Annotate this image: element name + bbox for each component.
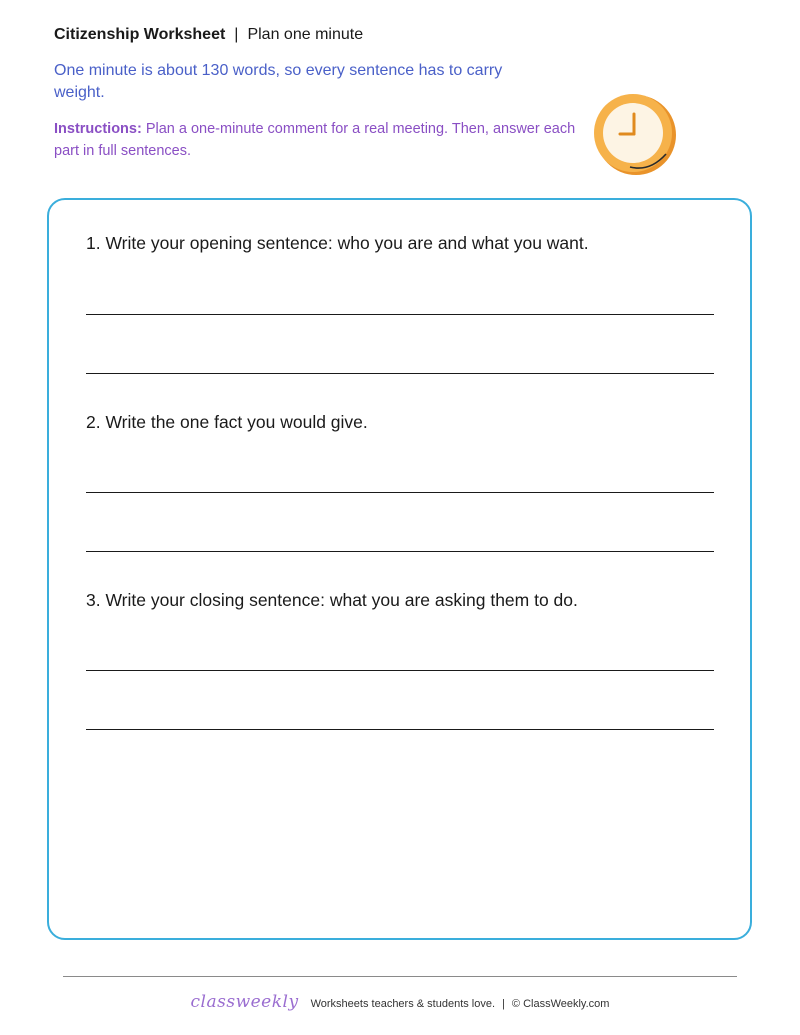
answer-line-1b[interactable] [86, 373, 714, 374]
footer-copyright: © ClassWeekly.com [511, 998, 610, 1010]
question-3: 3. Write your closing sentence: what you are asking them to do. [86, 590, 578, 610]
worksheet-header [54, 26, 363, 44]
footer-tagline: Worksheets teachers & students love. [310, 998, 496, 1010]
footer [0, 992, 800, 1012]
instructions [54, 118, 584, 162]
intro-text: One minute is about 130 words, so every sentence has to carry weight. [54, 62, 503, 101]
answer-line-1a[interactable] [86, 314, 714, 315]
header-separator: | [234, 26, 239, 43]
worksheet-subtitle: Plan one minute [247, 26, 364, 43]
answer-line-2b[interactable] [86, 551, 714, 552]
answer-card [47, 198, 752, 940]
answer-line-2a[interactable] [86, 492, 714, 493]
instructions-text: Plan a one-minute comment for a real meeting. Then, answer each part in full sentences. [54, 121, 576, 159]
brand-logo: classweekly [190, 992, 299, 1012]
question-1: 1. Write your opening sentence: who you are and what you want. [86, 233, 589, 253]
answer-line-3b[interactable] [86, 729, 714, 730]
footer-separator: | [502, 998, 505, 1010]
answer-line-3a[interactable] [86, 670, 714, 671]
footer-divider [63, 976, 737, 977]
worksheet-title: Citizenship Worksheet [54, 26, 226, 43]
instructions-lead: Instructions: [54, 121, 142, 137]
question-2: 2. Write the one fact you would give. [86, 412, 368, 432]
clock-icon [590, 92, 680, 178]
